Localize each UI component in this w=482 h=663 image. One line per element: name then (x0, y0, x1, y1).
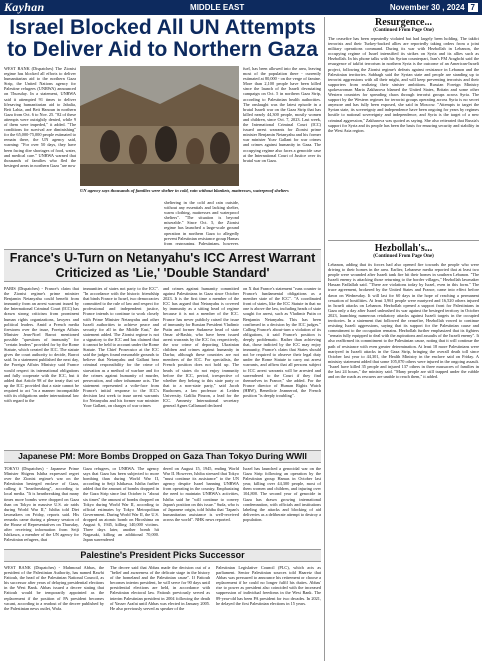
resurgence-body (328, 36, 479, 236)
story2-col4-text: on X that France's statement "runs counter to France's fundamental obligations as a member state of the ICC". "A coordinated front of states, like the ICC Statute in that no one is above the law, including heads of state sought for arrest, such as Vladimir Putin or Benjamin Netanyahu. This has been confirmed in a decision by the ICC judges." Calling France's about-turn a violation of its obligations, it said France's position is deeply problematic. Rather than achieving that, those indicted by the ICC may enjoy immunity, France's claim that States should not be required to observe their legal duty under the Rome Statute to carry out arrest warrants, and affirm that all persons subject to ICC arrest warrants will be arrested and surrendered to the Court if they find themselves in France," she added. For the France director of Human Rights Watch (HRW), Benedicte Jeannerod, the French position "is deeply troubling". (243, 286, 321, 398)
story3-col3-text: dered on August 15, 1945, ending World War II. However, Ishiba stressed that Tokyo "must continue its assistance" to the UN agency despite Israel banning UNRWA from operating in the country. Emphasizing the need to maintain UNRWA's activities, Ishiba said he "will continue to convey Japan's position on this issue." Suda, who is of Japanese origin, told Ishiba that "Japan's humanitarian assistance is well-received across the world". NHK news reported. (163, 466, 239, 522)
story1-col1-text: WEST BANK (Dispatches) The Zionist regime has blocked all efforts to deliver humanitarian aid to the northern Gaza Strip, the United Nations agency for Palestine refugees (UNRWA) announced on Thursday. In a statement, UNRWA said it attempted 91 times to deliver lifesaving humanitarian aid to Jabalia, Beit Lahia, and Beit Hanoun in northern Gaza from Oct. 6 to Nov. 25. "82 of these attempts were outrightly denied, while 9 of them were impeded," it added. "The conditions for survival are diminishing" for the 65,000-75,000 people estimated to remain there, the UN agency said, warning: "For over 50 days, they have been facing dire shortages of food, water, and medical care." UNRWA warned that thousands of families who fled the besieged areas in northern Gaza "are now (4, 66, 76, 168)
resurgence-header (328, 17, 479, 34)
hezbollah-text: Lebanon, adding that its forces had also opened fire towards the people who were driving to their homes in the area. Earlier, Lebanese media reported that at least two people were wounded after Israeli tank fire hit their homes in southern Lebanon. "The Israeli enemy is attacking those returning to the border villages," Hezbollah lawmaker Hassan Fadlallah said. "There are violations today by Israel, even in this form." The truce agreement, brokered by the United States and France, came into effect before dawn on Wednesday. It will last for 60 days in the hope of reaching a permanent cessation of hostilities. At least 3,961 people were martyred and 16,520 others injured in Israeli attacks on Lebanon. Hezbollah opened a support front for Palestinians in Gaza only a day after Israel unleashed its war against the besieged territory in October 2023, launching numerous retaliatory attacks against Israeli targets in the occupied territories. In a statement that followed the ceasefire, Hezbollah vowed to continue resisting Israeli aggressions, saying that its support for the Palestinian cause and commitment to the occupation remains. Hezbollah further emphasized that its fighters "remain fully equipped to deal with the aspirations and assaults of the Israeli enemy". It also reaffirmed its commitment to the Palestinian cause, noting that it will continue the path of resistance with even greater determination. At least 18 more Palestinians were martyred in Israeli attacks in the Gaza Strip, bringing the overall death toll since October last year to 44,301, the Health Ministry in the enclave said on Friday. A ministry statement added that some 105,070 others were injured in the ongoing assault. "Israel have killed 35 people and injured 137 others in three massacres of families in the last 24 hours," the ministry said. "Many people are still trapped under the rubble and on the roads as rescuers are unable to reach them," it added. (328, 262, 479, 380)
story2-column-4 (243, 286, 321, 448)
resurgence-text: The ceasefire has been repeatedly violated but had largely been holding. The takfiri terrorists and their Turkey-backed allies are reportedly taking orders from a joint military operations command. During its war with Hezbollah in Lebanon, the occupying regime of Israel intensified its strikes on Syria and its allies such as Hezbollah. In his phone talks with his Syrian counterpart, Iran's FM Araghchi said the resurgence of takfiri terrorism in northern Syria is the outcome of an American-Israeli project, following the Zionist regime's defeats against resistance in Lebanon and the Palestinian territories. Sabbagh said the Syrian state and people are standing up to terrorist aggressions with all their might, and will keep preventing terrorists and their supporters from realizing their sinister ambitions. Russian Foreign Ministry spokeswoman Maria Zakharova blamed the United States, Britain and some other Western countries for spreading chaos through terrorist groups across Syria. The support by the Western regimes for terrorist groups operating across Syria is no secret anymore and has fully been exposed, she said in Moscow. "Attempts to target the Syrian state, its sovereignty and independence have been ongoing for years by regimes hostile to national sovereignty and independence, and Syria is the target of a new criminal aggression," Zakharova was quoted as saying. She also reiterated that Russia's support for Syria and its people has been the basis for ensuring security and stability in the West Asia region. (328, 36, 479, 133)
resurgence-title: Resurgence... (375, 17, 432, 28)
story3-column-4 (243, 466, 321, 546)
story2-col2-text: immunities of states not party to the ICC". "In accordance with the historic friendship that binds France to Israel, two democracies committed to the rule of law and respect for professional and independent justice, France intends to continue to work closely with Prime Minister Netanyahu and other Israeli authorities to achieve peace and security for all in the Middle East," the statement added. The Zionist regime is not a signatory to the ICC and has claimed that it cannot be held to account under the Rome Statute. The Chief Prosecutor at the ICC said the judges found reasonable grounds to believe that Netanyahu and Gallant bear criminal responsibility for the crime of starvation as a method of warfare and for the crimes against humanity of murder, persecution, and other inhumane acts. The statement represented a volte-face from France's initial response to the ICC's decision last week to issue arrest warrants for Netanyahu and his former war minister Yoav Gallant, on charges of war crimes (83, 286, 159, 409)
hezbollah-body (328, 262, 479, 660)
story3-col2-text: Gaza refugees, or UNRWA. The agency says that Gaza has been subjected to more bombing than during World War II, according to Seiji Ishikawa. Ishiba further added that the amount of bombs dropped in the Gaza Strip since last October is "about six times" the amount of bombs dropped on Tokyo during World War II, according to official estimates by Tokyo Metropolitan Government. During World War II, the U.S. dropped an atomic bomb on Hiroshima on August 6, 1945, killing 140,000 victims. Three days later, another bomb hit Nagasaki, killing an additional 70,000. Japan surrendered (83, 466, 159, 543)
issue-date: November 30 , 2024 (389, 3, 465, 12)
story1-column-1 (4, 66, 76, 245)
story4-column-1 (4, 565, 104, 660)
story4-column-3 (216, 565, 321, 660)
story3-col1-text: TOKYO (Dispatches) - Japanese Prime Minister Shigeru Ishiba expressed regret over the Zionist regime's war on the Palestinian besieged enclave of Gaza, calling it "heartbreaking", according to local media. "It is heartbreaking that many times more bombs were dropped on Gaza than on Tokyo in massive U.S. air raids during World War II," Ishiba told Diet lawmakers on Friday, reports said. His remarks came during a plenary session of the House of Representatives on Thursday, after receiving information from Seiji Ishikawa, a member of the UN agency for Palestinian refugees, that (4, 466, 79, 543)
right-column-divider (328, 240, 479, 241)
story2-column-3 (163, 286, 239, 448)
story3-column-3 (163, 466, 239, 546)
hezbollah-header (328, 243, 479, 260)
story4-column-2 (110, 565, 210, 660)
story3-column-2 (83, 466, 159, 546)
story4-col1-text: WEST BANK (Dispatches) - Mahmoud Abbas, the president of the Palestinian Authority, has named Rawhi Fattouh, the head of the Palestinian National Council, as his successor after years of delaying presidential elections in the West Bank. Abbas issued a decree stating that Fattouh would be temporarily appointed as the replacement if the position of PA president becomes vacant, according to a readout of the decree published by the Palestinian news outlet, Wafa. (4, 565, 104, 611)
issue-date-group (390, 3, 478, 12)
story2-column-2 (83, 286, 159, 448)
page-number: 7 (468, 3, 478, 12)
story3-column-1 (4, 466, 79, 546)
section-name: MIDDLE EAST (190, 3, 245, 12)
story1-column-3 (243, 66, 321, 245)
newspaper-logo: Kayhan (4, 0, 45, 14)
story1-column-2 (164, 200, 239, 245)
story1-photo (80, 66, 239, 186)
resurgence-subtitle: (Continued From Page One) (373, 28, 434, 33)
story4-headline: Palestine's President Picks Successor (4, 549, 321, 562)
story2-column-1 (4, 286, 79, 448)
story1-col3-text: fuel, has been allowed into the area, leaving most of the population there - currently estimated at 80,000 - on the verge of famine. More than 2,100 people have been killed since the launch of the Israeli devastating campaign on Oct. 5 in northern Gaza Strip, according to Palestinian health authorities. The onslaught was the latest episode in a brutal Israeli war on the Gaza Strip that has killed nearly 44,300 people, mostly women and children, since Oct. 7, 2023. Last week, the International Criminal Court (ICC) issued arrest warrants for Zionist prime minister Benjamin Netanyahu and his former war minister Yoav Gallant for war crimes and crimes against humanity in Gaza. The occupying regime also faces a genocide case at the International Court of Justice over its brutal war on Gaza. (243, 66, 321, 163)
story2-col3-text: and crimes against humanity committed against Palestinians in Gaza since October 2023. It is the first time a member of the ICC has argued that Netanyahu is covered by immunity as a sitting head of regime because it is not a member of the ICC. France has never publicly raised the issue of immunity for Russian President Vladimir Putin and former Sudanese head of state Omar al-Bashir, who have been issued arrest warrants by the ICC for, respectively, the war crime of deporting Ukrainian children and crimes against humanity in Darfur, although these countries are not members of the ICC. For specialists, the French position does not hold up. The heads of states do not enjoy immunity before the ICC, period, irrespective of whether they belong to this state party or that to a non-state party," said Jacob Ruohonen, a law professor at Leiden University. Galilia Pinzon, a lead for the ICC. Amnesty International secretary general Agnes Callamard declared (163, 286, 239, 409)
story3-col4-text: Israel has launched a genocidal war on the Gaza Strip following an operation by the Palestinian group Hamas in October last year, killing over 44,300 people, most of them women and children, and injuring over 104,800. The second year of genocide in Gaza has drawn growing international condemnation, with officials and institutions labeling the attacks and blocking of aid deliveries as a deliberate attempt to destroy a population. (243, 466, 321, 522)
story2-headline: France's U-Turn on Netanyahu's ICC Arrest Warrant Criticized as 'Lie,' 'Double Standard' (4, 249, 321, 282)
story1-col2-text: sheltering in the cold and rain outside, without any essentials and lacking shelter, warm clothing, mattresses and waterproof shelters". "The situation is beyond miserable." Since Oct. 5, the Zionist regime has launched a large-scale ground operation in northern Gaza to allegedly prevent Palestinian resistance group Hamas from regrouping. Palestinians, however, (164, 200, 239, 245)
column-divider (324, 17, 325, 661)
hezbollah-title: Hezbollah's... (374, 243, 433, 254)
masthead (0, 0, 482, 15)
story4-col2-text: The decree said that Abbas made the decision out of a "belief and awareness of the delicate stage in the history of the homeland and the Palestinian cause". If Fattouh becomes interim president, he will serve for 90 days until presidential elections are held, in accordance with Palestinian electoral law. Fattouh previously served as interim Palestinian president in 2004 following the death of Yasser Arafat until Abbas was elected in January 2005. He also previously served as speaker of the (110, 565, 210, 611)
story3-headline: Japanese PM: More Bombs Dropped on Gaza Than Tokyo During WWII (4, 450, 321, 463)
story1-headline: Israel Blocked All UN Attempts to Deliver Aid to Northern Gaza (7, 16, 318, 61)
displaced-families-photo-illustration (80, 66, 239, 186)
story1-photo-caption: UN agency says thousands of families were shelter in cold, rain without blankets, mattresses, waterproof shelters (80, 188, 289, 193)
story2-col1-text: PARIS (Dispatches) - France's claim that the Zionist regime's prime minister Benjamin Netanyahu could benefit from immunity from an arrest warrant issued by the International Criminal Court (ICC) has drawn strong criticism from prominent human rights organizations, lawyers and political leaders. Amid a French media firestorm over the issue, Foreign Affairs Minister Jean-Noel Barrot mentioned possible "questions of immunity" for "certain leaders" provided for by the Rome Statute, which created the ICC. The statute gives the court authority to decide, Barrot said. In a statement published the next day, the Foreign Affairs Ministry said France would respect its international obligations and fully cooperate with the ICC, but it added that Article 98 of the treaty that set up the ICC provided that a state cannot be required to act "in a manner incompatible with its obligations under international law with regard to the (4, 286, 79, 404)
hezbollah-subtitle: (Continued From Page One) (373, 254, 434, 259)
story4-col3-text: Palestinian Legislative Council (PLC), which acts as parliament. Senior Palestinian sources told Haaretz that Abbas was pressured to announce his retirement or choose a replacement if he could no longer fulfil his duties. Abbas' rise to power as president also coincided with the increased suppression of individual freedoms in the West Bank. The 89-year-old has been PA president for two decades. In 2021, he delayed the first Palestinian elections in 15 years. (216, 565, 321, 606)
